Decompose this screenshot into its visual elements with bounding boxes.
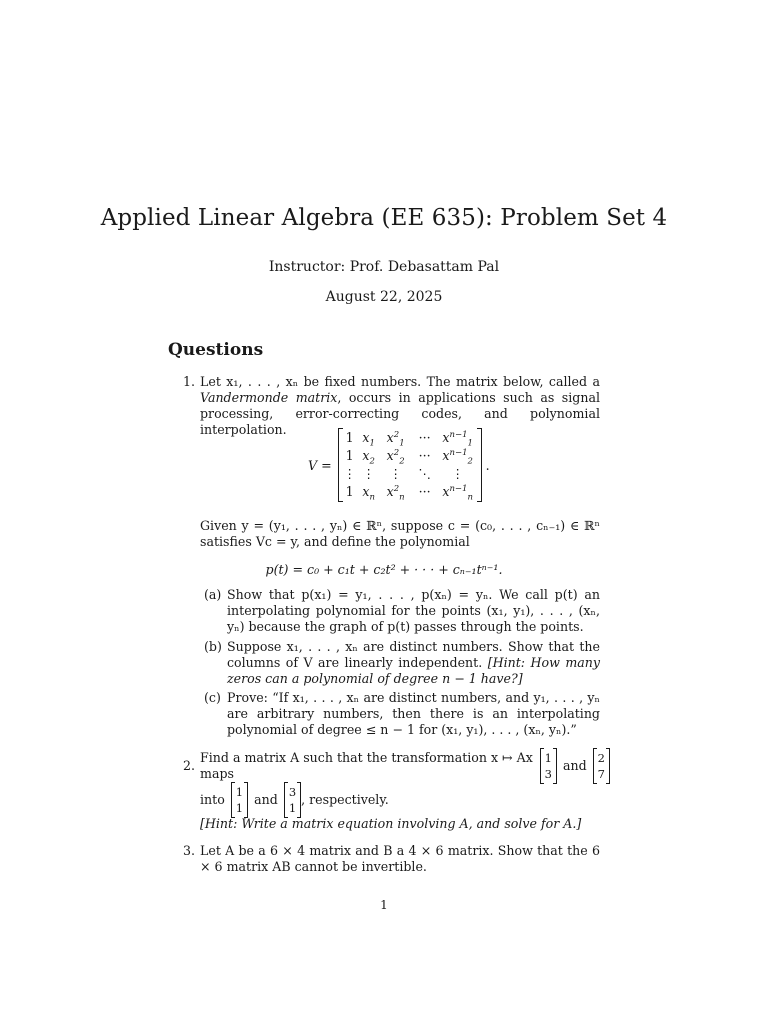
vector-2-7: 2 7 [593, 748, 610, 784]
matrix-right-bracket [477, 428, 482, 502]
question-1-intro-emphasis: Vandermonde matrix [200, 390, 338, 405]
question-3-text: Let A be a 6 × 4 matrix and B a 4 × 6 matrix. Show that the 6 × 6 matrix AB cannot be invertible. [200, 843, 600, 874]
vector-1-1: 1 1 [231, 782, 248, 818]
question-1-number: 1. [183, 374, 196, 389]
question-1-intro-text-2: , occurs in applications such as signal processing, error-correcting codes, and polynomial interpolation. [200, 390, 600, 437]
vandermonde-matrix: V = 1 $x_1$ $x^2_1$ ··· $x^{n-1}_1$ 1 $x_2$ $x^2_2$ ··· $x^{n-1}_2$ ⋮ ⋮ ⋮ ⋱ ⋮ 1 $x_n$ $x^2_n$ ··· $x^{n-1}_n$ . [308, 429, 490, 503]
question-2-and-1: and [562, 758, 587, 773]
polynomial-equation: p(t) = c₀ + c₁t + c₂t² + · · · + cₙ₋₁tⁿ⁻¹. [265, 562, 503, 577]
question-2-text-2: , respectively. [301, 792, 389, 807]
instructor-line: Instructor: Prof. Debasattam Pal [268, 259, 500, 275]
vector-3-1: 3 1 [284, 782, 301, 818]
part-a-label: (a) [204, 587, 222, 602]
part-b-label: (b) [204, 639, 222, 654]
question-1-given: Given y = (y₁, . . . , yₙ) ∈ ℝⁿ, suppose c = (c₀, . . . , cₙ₋₁) ∈ ℝⁿ satisfies Vc = y, and define the polynomial [200, 518, 600, 549]
matrix-entries: 1 $x_1$ $x^2_1$ ··· $x^{n-1}_1$ 1 $x_2$ $x^2_2$ ··· $x^{n-1}_2$ ⋮ ⋮ ⋮ ⋱ ⋮ 1 $x_n$ $x^2_n$ ··· $x^{n-1}_n$ [343, 429, 473, 503]
page-number: 1 [380, 898, 388, 912]
section-heading: Questions [168, 340, 264, 360]
part-a-text: Show that p(x₁) = y₁, . . . , p(xₙ) = yₙ. We call p(t) an interpolating polynomial for the points (x₁, y₁), . . . , (xₙ, yₙ) because the graph of p(t) passes through the points. [227, 587, 600, 634]
question-2-into: into [200, 792, 225, 807]
question-2-line-2 [200, 782, 600, 818]
question-2-text-1: Find a matrix A such that the transformation x ↦ Ax maps [200, 750, 533, 781]
matrix-lhs: V = [308, 457, 332, 473]
part-c-label: (c) [204, 690, 221, 705]
question-2-hint: [Hint: Write a matrix equation involving A, and solve for A.] [200, 816, 582, 831]
question-2-line-1 [200, 748, 610, 784]
vector-1-3: 1 3 [540, 748, 557, 784]
part-b-body: Suppose x₁, . . . , xₙ are distinct numbers. Show that the columns of V are linearly independent. [227, 639, 600, 670]
part-b-hint: [Hint: How many zeros can a polynomial of degree n − 1 have?] [227, 655, 601, 686]
question-2-number: 2. [183, 758, 196, 773]
question-3-number: 3. [183, 843, 196, 858]
part-b-text [227, 639, 600, 687]
part-c-text: Prove: “If x₁, . . . , xₙ are distinct numbers, and y₁, . . . , yₙ are arbitrary numbers, then there is an interpolating polynomial of degree ≤ n − 1 for (x₁, y₁), . . . , (xₙ, yₙ).” [227, 690, 600, 737]
date-line: August 22, 2025 [325, 289, 443, 305]
page-title: Applied Linear Algebra (EE 635): Problem Set 4 [100, 205, 668, 231]
question-1-intro-text-1: Let x₁, . . . , xₙ be fixed numbers. The matrix below, called a [200, 374, 600, 389]
question-2-and-2: and [254, 792, 278, 807]
